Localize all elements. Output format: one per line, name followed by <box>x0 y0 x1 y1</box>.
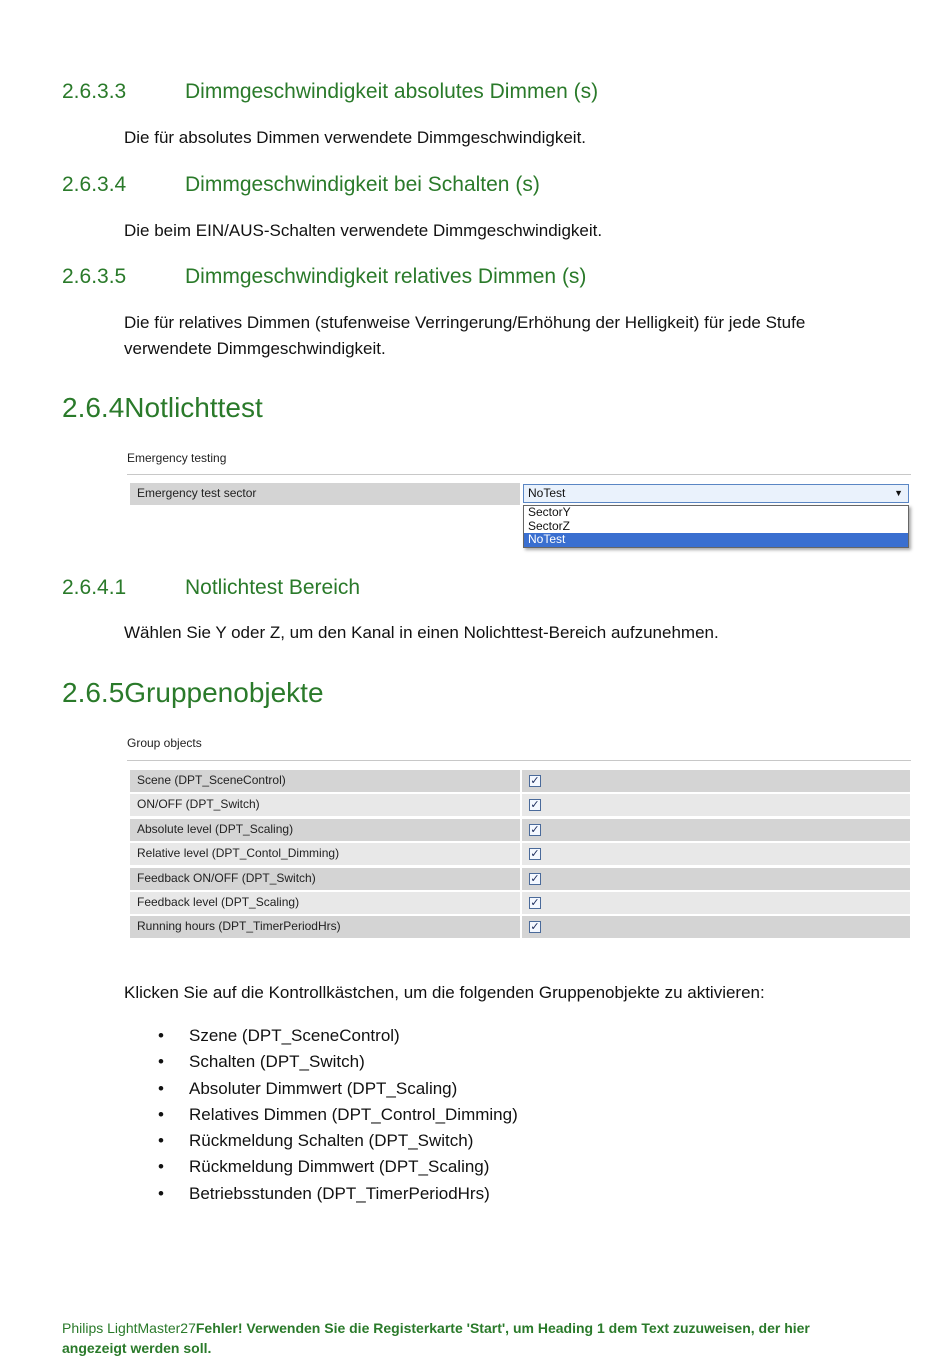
bullet-icon: • <box>158 1078 164 1098</box>
list-item: • Betriebsstunden (DPT_TimerPeriodHrs) <box>158 1181 518 1207</box>
group-object-row <box>130 868 910 890</box>
heading-265 <box>62 677 324 709</box>
footer-error-continued: angezeigt werden soll. <box>62 1340 212 1356</box>
option-sector-y[interactable]: SectorY <box>528 505 571 519</box>
checkbox[interactable]: ✓ <box>530 897 540 909</box>
group-object-label: Scene (DPT_SceneControl) <box>130 770 520 792</box>
panel-divider <box>127 760 911 761</box>
group-object-row <box>130 892 910 914</box>
heading-number: 2.6.5 <box>62 677 125 708</box>
heading-title: Notlichttest <box>124 392 263 423</box>
group-object-row <box>130 843 910 865</box>
heading-title: Dimmgeschwindigkeit relatives Dimmen (s) <box>185 265 587 288</box>
heading-2633 <box>62 80 598 104</box>
footer-error: Fehler! Verwenden Sie die Registerkarte 'Start', um Heading 1 dem Text zuzuweisen, der hier <box>195 1320 810 1336</box>
heading-number: 2.6.3.4 <box>62 173 127 196</box>
heading-title: Dimmgeschwindigkeit absolutes Dimmen (s) <box>185 80 599 103</box>
paragraph-265: Klicken Sie auf die Kontrollkästchen, um die folgenden Gruppenobjekte zu aktivieren: <box>124 983 765 1002</box>
select-value: NoTest <box>528 486 566 500</box>
heading-2641 <box>62 576 360 600</box>
paragraph-line: verwendete Dimmgeschwindigkeit. <box>124 339 386 358</box>
group-object-value <box>522 819 910 841</box>
chevron-down-icon[interactable]: ▼ <box>894 488 903 498</box>
checkbox[interactable]: ✓ <box>530 824 540 836</box>
paragraph-2634: Die beim EIN/AUS-Schalten verwendete Dimmgeschwindigkeit. <box>124 221 603 240</box>
group-object-value <box>522 843 910 865</box>
param-label: Emergency test sector <box>130 483 520 505</box>
heading-title: Gruppenobjekte <box>124 677 324 708</box>
checkbox[interactable]: ✓ <box>530 799 540 811</box>
list-item: • Relatives Dimmen (DPT_Control_Dimming) <box>158 1102 518 1128</box>
group-object-row <box>130 916 910 938</box>
list-item: • Szene (DPT_SceneControl) <box>158 1023 518 1049</box>
heading-2634 <box>62 173 540 197</box>
page-number: 27 <box>180 1320 196 1336</box>
paragraph-2635 <box>124 310 844 362</box>
emergency-sector-select[interactable] <box>523 484 909 503</box>
list-item: • Schalten (DPT_Switch) <box>158 1049 518 1075</box>
group-object-value <box>522 868 910 890</box>
checkbox[interactable]: ✓ <box>530 848 540 860</box>
paragraph-line: Die für relatives Dimmen (stufenweise Verringerung/Erhöhung der Helligkeit) für jede Stufe <box>124 313 806 332</box>
group-object-label: ON/OFF (DPT_Switch) <box>130 794 520 816</box>
heading-264 <box>62 392 263 424</box>
heading-title: Dimmgeschwindigkeit bei Schalten (s) <box>185 173 540 196</box>
paragraph-2641: Wählen Sie Y oder Z, um den Kanal in einen Nolichttest-Bereich aufzunehmen. <box>124 623 719 642</box>
paragraph-2633: Die für absolutes Dimmen verwendete Dimmgeschwindigkeit. <box>124 128 587 147</box>
bullet-icon: • <box>158 1183 164 1203</box>
group-object-label: Feedback ON/OFF (DPT_Switch) <box>130 868 520 890</box>
heading-title: Notlichtest Bereich <box>185 576 361 599</box>
panel-divider <box>127 474 911 475</box>
panel-title-emergency: Emergency testing <box>127 451 227 465</box>
bullet-icon: • <box>158 1131 164 1151</box>
bullet-icon: • <box>158 1157 164 1177</box>
list-item: • Rückmeldung Schalten (DPT_Switch) <box>158 1128 518 1154</box>
group-object-row <box>130 770 910 792</box>
bullet-icon: • <box>158 1052 164 1072</box>
group-object-row <box>130 794 910 816</box>
emergency-sector-options <box>523 505 909 548</box>
list-item: • Absoluter Dimmwert (DPT_Scaling) <box>158 1076 518 1102</box>
group-object-value <box>522 770 910 792</box>
group-object-row <box>130 819 910 841</box>
group-object-value <box>522 892 910 914</box>
group-object-label: Relative level (DPT_Contol_Dimming) <box>130 843 520 865</box>
footer-product: Philips LightMaster <box>62 1320 181 1336</box>
group-object-label: Feedback level (DPT_Scaling) <box>130 892 520 914</box>
bullet-icon: • <box>158 1026 164 1045</box>
list-item: • Rückmeldung Dimmwert (DPT_Scaling) <box>158 1154 518 1180</box>
heading-2635 <box>62 265 586 289</box>
checkbox[interactable]: ✓ <box>530 873 540 885</box>
heading-number: 2.6.4 <box>62 392 125 423</box>
group-object-label: Absolute level (DPT_Scaling) <box>130 819 520 841</box>
footer-line <box>62 1318 882 1338</box>
group-object-value <box>522 916 910 938</box>
heading-number: 2.6.3.5 <box>62 265 127 288</box>
checkbox[interactable]: ✓ <box>530 775 540 787</box>
page-footer <box>62 1318 882 1358</box>
option-notest[interactable]: NoTest <box>524 533 908 547</box>
footer-line <box>62 1338 882 1358</box>
group-object-value <box>522 794 910 816</box>
heading-number: 2.6.3.3 <box>62 80 127 103</box>
checkbox[interactable]: ✓ <box>530 921 540 933</box>
option-sector-z[interactable]: SectorZ <box>528 518 571 533</box>
heading-number: 2.6.4.1 <box>62 576 127 599</box>
bullet-list <box>158 1023 518 1207</box>
group-object-label: Running hours (DPT_TimerPeriodHrs) <box>130 916 520 938</box>
bullet-icon: • <box>158 1104 164 1124</box>
panel-title-group-objects: Group objects <box>127 736 202 750</box>
